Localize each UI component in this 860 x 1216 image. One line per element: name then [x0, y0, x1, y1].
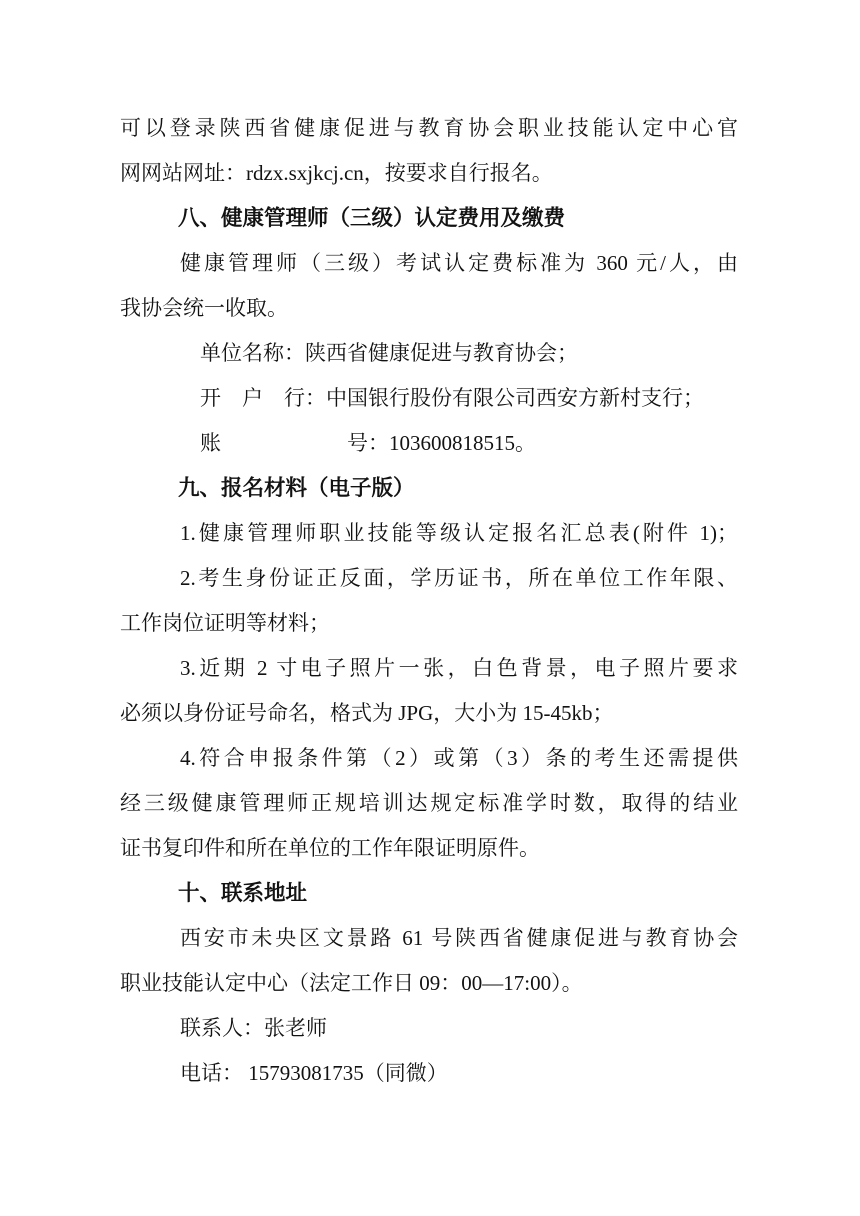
paragraph-line: 健康管理师（三级）考试认定费标准为 360 元/人，由: [180, 251, 738, 275]
paragraph-line: 职业技能认定中心（法定工作日 09：00—17:00）。: [120, 971, 583, 995]
paragraph-line: 4.符合申报条件第（2）或第（3）条的考生还需提供: [180, 746, 738, 770]
section-heading: 十、联系地址: [178, 881, 308, 905]
paragraph-line: 工作岗位证明等材料；: [120, 611, 330, 635]
paragraph-line: 联系人：张老师: [180, 1016, 327, 1040]
paragraph-line: 证书复印件和所在单位的工作年限证明原件。: [120, 836, 540, 860]
paragraph-line: 经三级健康管理师正规培训达规定标准学时数，取得的结业: [120, 791, 738, 815]
paragraph-line: 必须以身份证号命名，格式为 JPG，大小为 15-45kb；: [120, 701, 614, 725]
paragraph-line: 电话： 15793081735（同微）: [180, 1061, 448, 1085]
section-heading: 九、报名材料（电子版）: [178, 476, 415, 500]
paragraph-line: 可以登录陕西省健康促进与教育协会职业技能认定中心官: [120, 116, 738, 140]
paragraph-line: 西安市未央区文景路 61 号陕西省健康促进与教育协会: [180, 926, 738, 950]
paragraph-line: 账 号：103600818515。: [200, 431, 536, 455]
paragraph-line: 2.考生身份证正反面，学历证书，所在单位工作年限、: [180, 566, 738, 590]
paragraph-line: 3.近期 2 寸电子照片一张，白色背景，电子照片要求: [180, 656, 738, 680]
paragraph-line: 单位名称：陕西省健康促进与教育协会；: [200, 341, 578, 365]
paragraph-line: 网网站网址：rdzx.sxjkcj.cn，按要求自行报名。: [120, 161, 553, 185]
paragraph-line: 开 户 行：中国银行股份有限公司西安方新村支行；: [200, 386, 704, 410]
section-heading: 八、健康管理师（三级）认定费用及缴费: [178, 206, 566, 230]
document-body: [120, 106, 738, 1096]
paragraph-line: 我协会统一收取。: [120, 296, 288, 320]
paragraph-line: 1.健康管理师职业技能等级认定报名汇总表(附件 1)；: [180, 521, 738, 545]
